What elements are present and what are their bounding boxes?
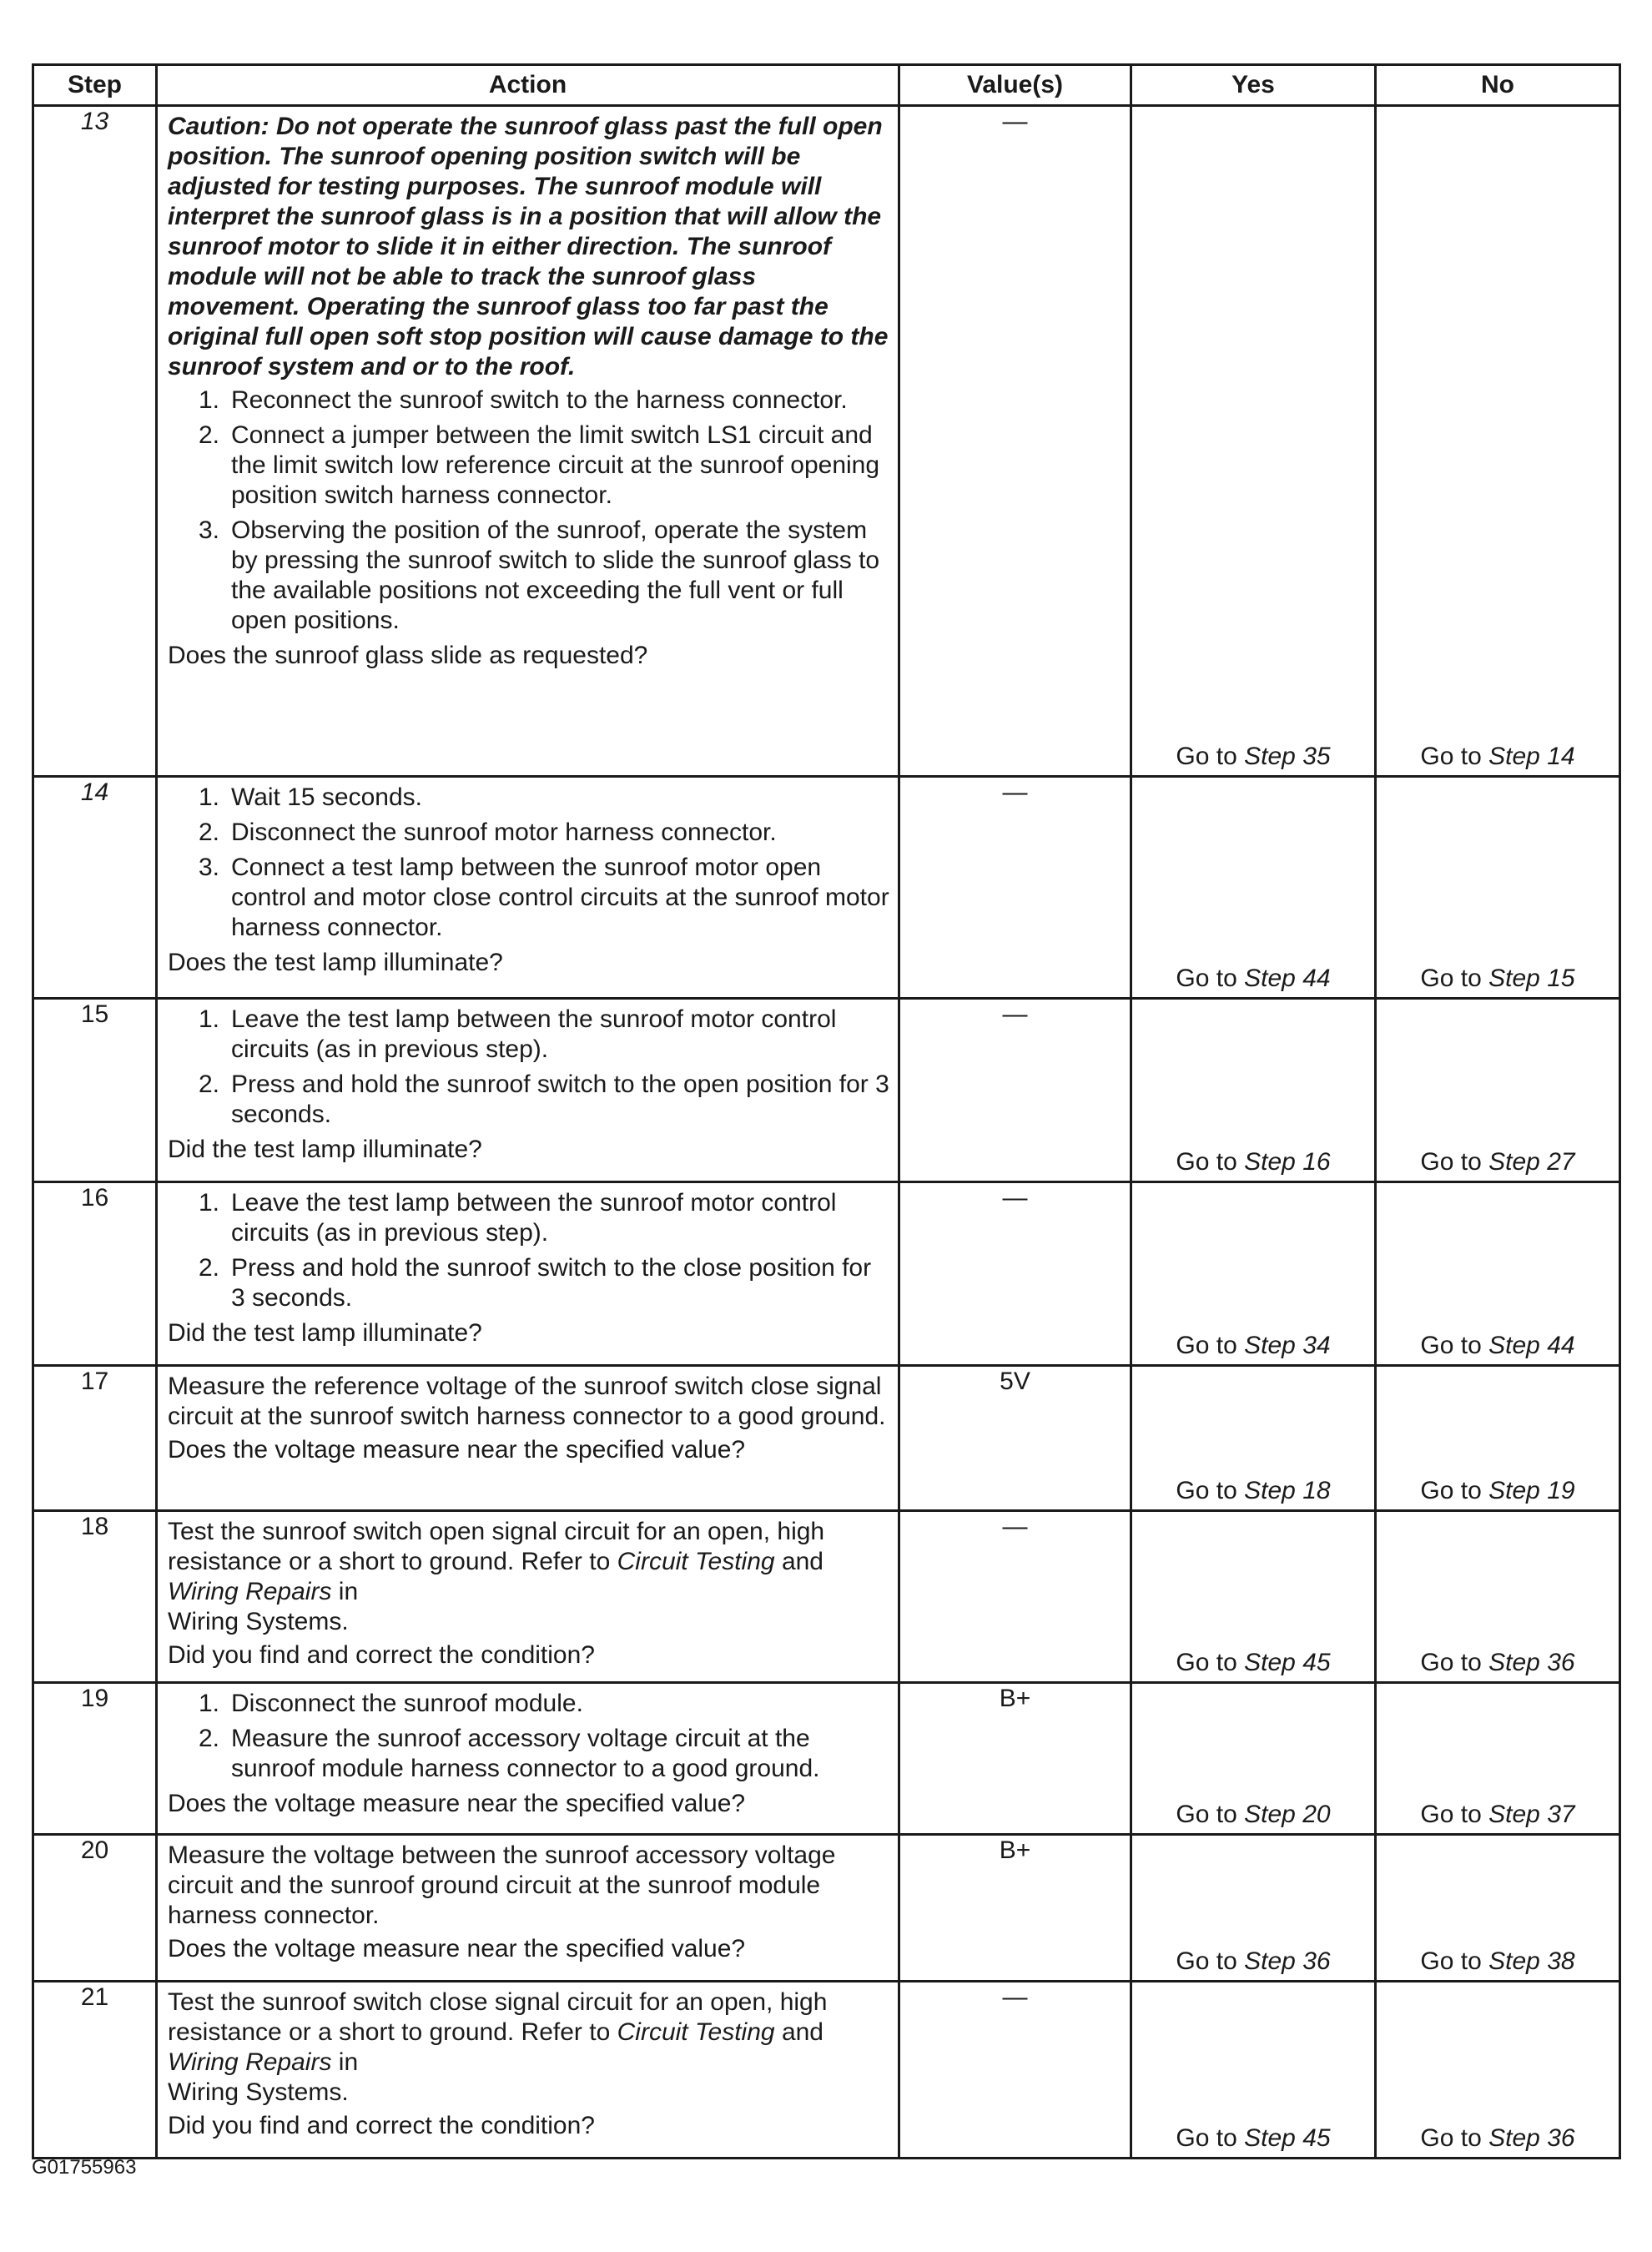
value-cell: — xyxy=(899,999,1131,1182)
table-row xyxy=(33,1511,1620,1683)
step-number: 19 xyxy=(33,1683,157,1835)
question-text: Does the voltage measure near the specified value? xyxy=(168,1935,746,1962)
action-text: Measure the reference voltage of the sunroof switch close signal circuit at the sunroof switch harness connector to a good ground. xyxy=(168,1373,886,1430)
yes-goto: Go to Step 36 xyxy=(1176,1947,1331,1975)
circuit-testing-ref: Circuit Testing xyxy=(617,1548,775,1575)
question-text: Did the test lamp illuminate? xyxy=(168,1319,482,1347)
header-action: Action xyxy=(157,65,899,106)
value-cell: — xyxy=(899,1182,1131,1366)
value-cell: B+ xyxy=(899,1835,1131,1982)
action-cell xyxy=(157,1182,899,1366)
table-row xyxy=(33,1835,1620,1982)
step-number: 21 xyxy=(33,1982,157,2159)
question-text: Did the test lamp illuminate? xyxy=(168,1136,482,1163)
step-number: 20 xyxy=(33,1835,157,1982)
action-cell xyxy=(157,1511,899,1683)
wiring-repairs-ref: Wiring Repairs xyxy=(168,1578,332,1605)
step-number: 13 xyxy=(33,106,157,777)
table-row xyxy=(33,1366,1620,1511)
no-goto: Go to Step 36 xyxy=(1420,2124,1575,2152)
question-text: Does the voltage measure near the specified value? xyxy=(168,1436,746,1464)
question-text: Does the voltage measure near the specified value? xyxy=(168,1790,746,1817)
yes-goto: Go to Step 18 xyxy=(1176,1477,1331,1504)
value-cell: — xyxy=(899,777,1131,999)
header-step: Step xyxy=(33,65,157,106)
list-item: 2. Press and hold the sunroof switch to the close position for 3 seconds. xyxy=(198,1254,872,1312)
no-cell xyxy=(1376,777,1620,999)
list-item: 1. Leave the test lamp between the sunroof motor control circuits (as in previous step). xyxy=(198,1189,837,1247)
yes-cell xyxy=(1131,1366,1376,1511)
no-cell xyxy=(1376,1982,1620,2159)
no-goto: Go to Step 15 xyxy=(1420,965,1575,992)
action-cell xyxy=(157,1366,899,1511)
no-goto: Go to Step 14 xyxy=(1420,743,1575,770)
list-item: 2. Measure the sunroof accessory voltage circuit at the sunroof module harness connector to a good ground. xyxy=(198,1725,820,1782)
list-item: 1. Reconnect the sunroof switch to the harness connector. xyxy=(198,386,848,414)
diagnostic-table xyxy=(32,63,1621,2159)
value-cell: — xyxy=(899,1511,1131,1683)
value-cell: — xyxy=(899,106,1131,777)
yes-goto: Go to Step 20 xyxy=(1176,1801,1331,1828)
list-item: 3. Connect a test lamp between the sunroof motor open control and motor close control circuits at the sunroof motor harness connector. xyxy=(198,854,889,941)
step-number: 17 xyxy=(33,1366,157,1511)
no-goto: Go to Step 44 xyxy=(1420,1332,1575,1359)
no-goto: Go to Step 37 xyxy=(1420,1801,1575,1828)
action-steps xyxy=(168,385,889,636)
yes-cell xyxy=(1131,1683,1376,1835)
action-steps xyxy=(168,1689,889,1784)
yes-cell xyxy=(1131,1835,1376,1982)
yes-cell xyxy=(1131,106,1376,777)
no-cell xyxy=(1376,1683,1620,1835)
action-cell xyxy=(157,999,899,1182)
header-no: No xyxy=(1376,65,1620,106)
yes-cell xyxy=(1131,1511,1376,1683)
table-row xyxy=(33,999,1620,1182)
list-item: 2. Connect a jumper between the limit switch LS1 circuit and the limit switch low reference circuit at the sunroof opening position switch harness connector. xyxy=(198,421,880,509)
list-item: 1. Wait 15 seconds. xyxy=(198,783,422,811)
action-cell xyxy=(157,1683,899,1835)
value-cell: — xyxy=(899,1982,1131,2159)
step-number: 18 xyxy=(33,1511,157,1683)
no-goto: Go to Step 19 xyxy=(1420,1477,1575,1504)
yes-goto: Go to Step 34 xyxy=(1176,1332,1331,1359)
circuit-testing-ref: Circuit Testing xyxy=(617,2018,775,2046)
action-steps xyxy=(168,783,889,943)
yes-cell xyxy=(1131,1982,1376,2159)
table-row xyxy=(33,1182,1620,1366)
no-cell xyxy=(1376,1366,1620,1511)
action-text: Test the sunroof switch close signal circuit for an open, high resistance or a short to ground. Refer to Circuit Testing and Wiring Repairs in Wiring Systems. xyxy=(168,1988,828,2106)
list-item: 1. Leave the test lamp between the sunroof motor control circuits (as in previous step). xyxy=(198,1005,837,1063)
no-cell xyxy=(1376,106,1620,777)
table-header-row xyxy=(33,65,1620,106)
question-text: Did you find and correct the condition? xyxy=(168,2112,595,2139)
no-cell xyxy=(1376,999,1620,1182)
value-cell: B+ xyxy=(899,1683,1131,1835)
yes-goto: Go to Step 16 xyxy=(1176,1148,1331,1176)
no-goto: Go to Step 27 xyxy=(1420,1148,1575,1176)
header-values: Value(s) xyxy=(899,65,1131,106)
figure-id: G01755963 xyxy=(32,2156,137,2179)
yes-goto: Go to Step 45 xyxy=(1176,1649,1331,1676)
no-goto: Go to Step 38 xyxy=(1420,1947,1575,1975)
action-cell xyxy=(157,777,899,999)
yes-cell xyxy=(1131,1182,1376,1366)
step-number: 14 xyxy=(33,777,157,999)
no-goto: Go to Step 36 xyxy=(1420,1649,1575,1676)
action-cell xyxy=(157,106,899,777)
header-yes: Yes xyxy=(1131,65,1376,106)
action-text: Measure the voltage between the sunroof accessory voltage circuit and the sunroof ground circuit at the sunroof module harness connector. xyxy=(168,1841,836,1929)
action-cell xyxy=(157,1835,899,1982)
list-item: 2. Press and hold the sunroof switch to the open position for 3 seconds. xyxy=(198,1071,889,1128)
table-row xyxy=(33,1683,1620,1835)
yes-cell xyxy=(1131,999,1376,1182)
no-cell xyxy=(1376,1182,1620,1366)
table-row xyxy=(33,106,1620,777)
step-number: 15 xyxy=(33,999,157,1182)
yes-goto: Go to Step 45 xyxy=(1176,2124,1331,2152)
yes-goto: Go to Step 35 xyxy=(1176,743,1331,770)
wiring-repairs-ref: Wiring Repairs xyxy=(168,2048,332,2076)
table-row xyxy=(33,777,1620,999)
action-text: Test the sunroof switch open signal circuit for an open, high resistance or a short to ground. Refer to Circuit Testing and Wiring Repairs in Wiring Systems. xyxy=(168,1518,825,1635)
action-steps xyxy=(168,1005,889,1130)
action-steps xyxy=(168,1188,889,1313)
caution-text: Caution: Do not operate the sunroof glass past the full open position. The sunroof opening position switch will be adjusted for testing purposes. The sunroof module will interpret the sunroof glass is in a position that will allow the sunroof motor to slide it in either direction. The sunroof module will not be able to track the sunroof glass movement. Operating the sunroof glass too far past the original full open soft stop position will cause damage to the sunroof system and or to the roof. xyxy=(168,113,889,380)
no-cell xyxy=(1376,1511,1620,1683)
yes-cell xyxy=(1131,777,1376,999)
list-item: 2. Disconnect the sunroof motor harness connector. xyxy=(198,819,777,846)
question-text: Did you find and correct the condition? xyxy=(168,1641,595,1669)
step-number: 16 xyxy=(33,1182,157,1366)
value-cell: 5V xyxy=(899,1366,1131,1511)
action-cell xyxy=(157,1982,899,2159)
table-row xyxy=(33,1982,1620,2159)
no-cell xyxy=(1376,1835,1620,1982)
list-item: 3. Observing the position of the sunroof, operate the system by pressing the sunroof switch to slide the sunroof glass to the available positions not exceeding the full vent or full open positions. xyxy=(198,516,880,634)
list-item: 1. Disconnect the sunroof module. xyxy=(198,1690,583,1717)
yes-goto: Go to Step 44 xyxy=(1176,965,1331,992)
question-text: Does the sunroof glass slide as requested? xyxy=(168,642,648,669)
question-text: Does the test lamp illuminate? xyxy=(168,949,503,976)
